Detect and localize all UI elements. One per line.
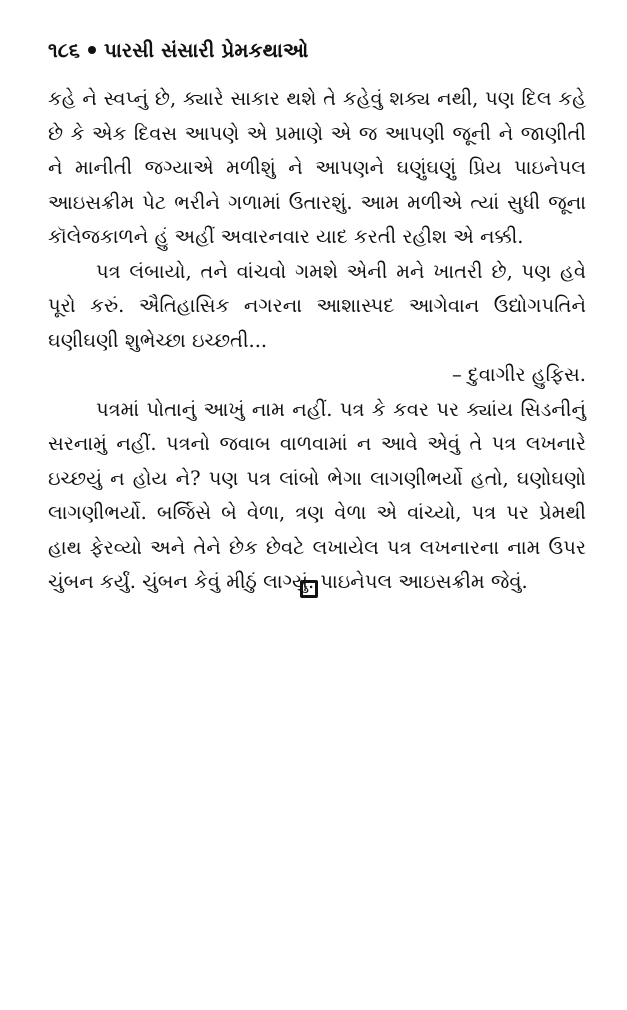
paragraph-1: કહે ને સ્વપ્નું છે, ક્યારે સાકાર થશે તે કહેવું શક્ય નથી, પણ દિલ કહે છે કે એક દિવસ આપણે એ પ્રમાણે એ જ આપણી જૂની ને જાણીતી ને માનીતી જગ્યાએ મળીશું ને આપણને ઘણુંઘણું પ્રિય પાઇનેપલ આઇસક્રીમ પેટ ભરીને ગળામાં ઉતારશું. આમ મળીએ ત્યાં સુધી જૂના કૉલેજકાળને હું અહીં અવારનવાર યાદ કરતી રહીશ એ નક્કી.: [48, 87, 586, 248]
letter-signature: – દુવાગીર હુફિસ.: [451, 363, 586, 386]
paragraph-2: પત્ર લંબાયો, તને વાંચવો ગમશે એની મને ખાતરી છે, પણ હવે પૂરો કરું. ઐતિહાસિક નગરના આશાસ્પદ આગેવાન ઉદ્યોગપતિને ઘણીઘણી શુભેચ્છા ઇચ્છતી...: [48, 259, 586, 352]
running-header: [48, 38, 308, 62]
book-title: પારસી સંસારી પ્રેમકથાઓ: [104, 38, 309, 62]
section-end-mark-icon: [300, 580, 318, 598]
page-number: ૧૮૬: [48, 38, 80, 62]
page-body: [48, 82, 586, 600]
paragraph-3: પત્રમાં પોતાનું આખું નામ નહીં. પત્ર કે કવર પર ક્યાંય સિડનીનું સરનામું નહીં. પત્રનો જવાબ વાળવામાં ન આવે એવું તે પત્ર લખનારે ઇચ્છયું ન હોય ને? પણ પત્ર લાંબો ભેગા લાગણીભર્યો હતો, ઘણોઘણો લાગણીભર્યો. બર્જિસે બે વેળા, ત્રણ વેળા એ વાંચ્યો, પત્ર પર પ્રેમથી હાથ ફેરવ્યો અને તેને છેક છેવટે લખાયેલ પત્ર લખનારના નામ ઉપર ચુંબન કર્યું. ચુંબન કેવું મીઠું લાગ્યું. પાઇનેપલ આઇસક્રીમ જેવું.: [48, 397, 586, 593]
bullet-separator-icon: [88, 46, 96, 54]
